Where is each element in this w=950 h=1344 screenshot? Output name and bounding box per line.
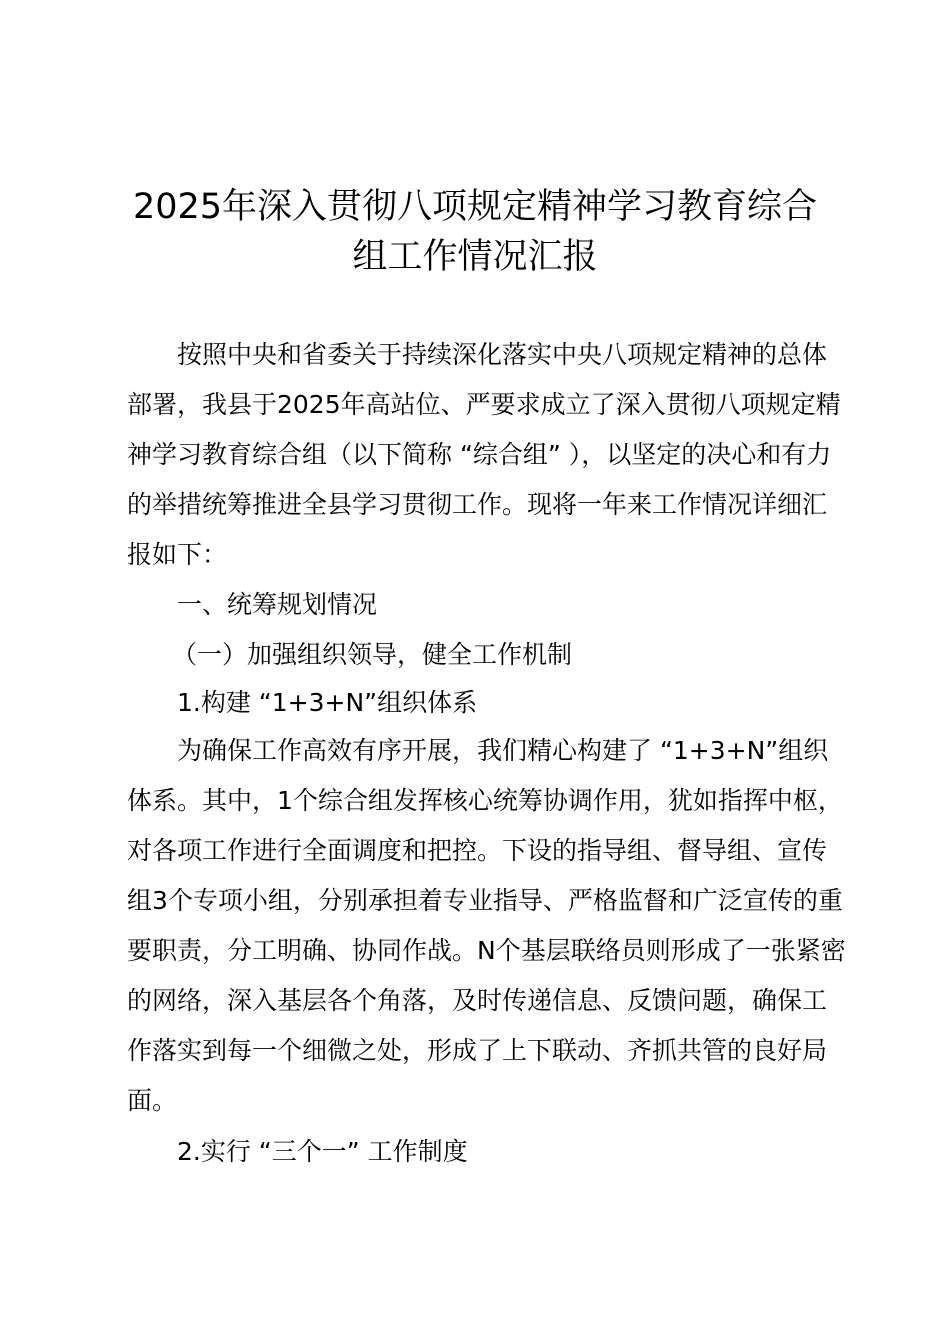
- document-title-line-1: 2025年深入贯彻八项规定精神学习教育综合: [132, 187, 818, 227]
- item-2-heading: 2.实行 “三个一” 工作制度: [177, 1137, 468, 1166]
- intro-paragraph: 按照中央和省委关于持续深化落实中央八项规定精神的总体部署，我县于2025年高站位、严要求成立了深入贯彻八项规定精神学习教育综合组（以下简称 “综合组” ），以坚定的决心和有力的举措统筹推进全县学习贯彻工作。现将一年来工作情况详细汇报如下：: [127, 340, 841, 569]
- document-title-line-2: 组工作情况汇报: [352, 237, 598, 277]
- section-heading: 一、统筹规划情况: [177, 590, 378, 619]
- item-1-heading: 1.构建 “1+3+N”组织体系: [177, 688, 478, 717]
- subsection-heading: （一）加强组织领导，健全工作机制: [172, 640, 573, 669]
- item-1-paragraph: 为确保工作高效有序开展，我们精心构建了 “1+3+N”组织体系。其中，1个综合组发挥核心统筹协调作用，犹如指挥中枢，对各项工作进行全面调度和把控。下设的指导组、督导组、宣传组3个专项小组，分别承担着专业指导、严格监督和广泛宣传的重要职责，分工明确、协同作战。N个基层联络员则形成了一张紧密的网络，深入基层各个角落，及时传递信息、反馈问题，确保工作落实到每一个细微之处，形成了上下联动、齐抓共管的良好局面。: [127, 736, 846, 1115]
